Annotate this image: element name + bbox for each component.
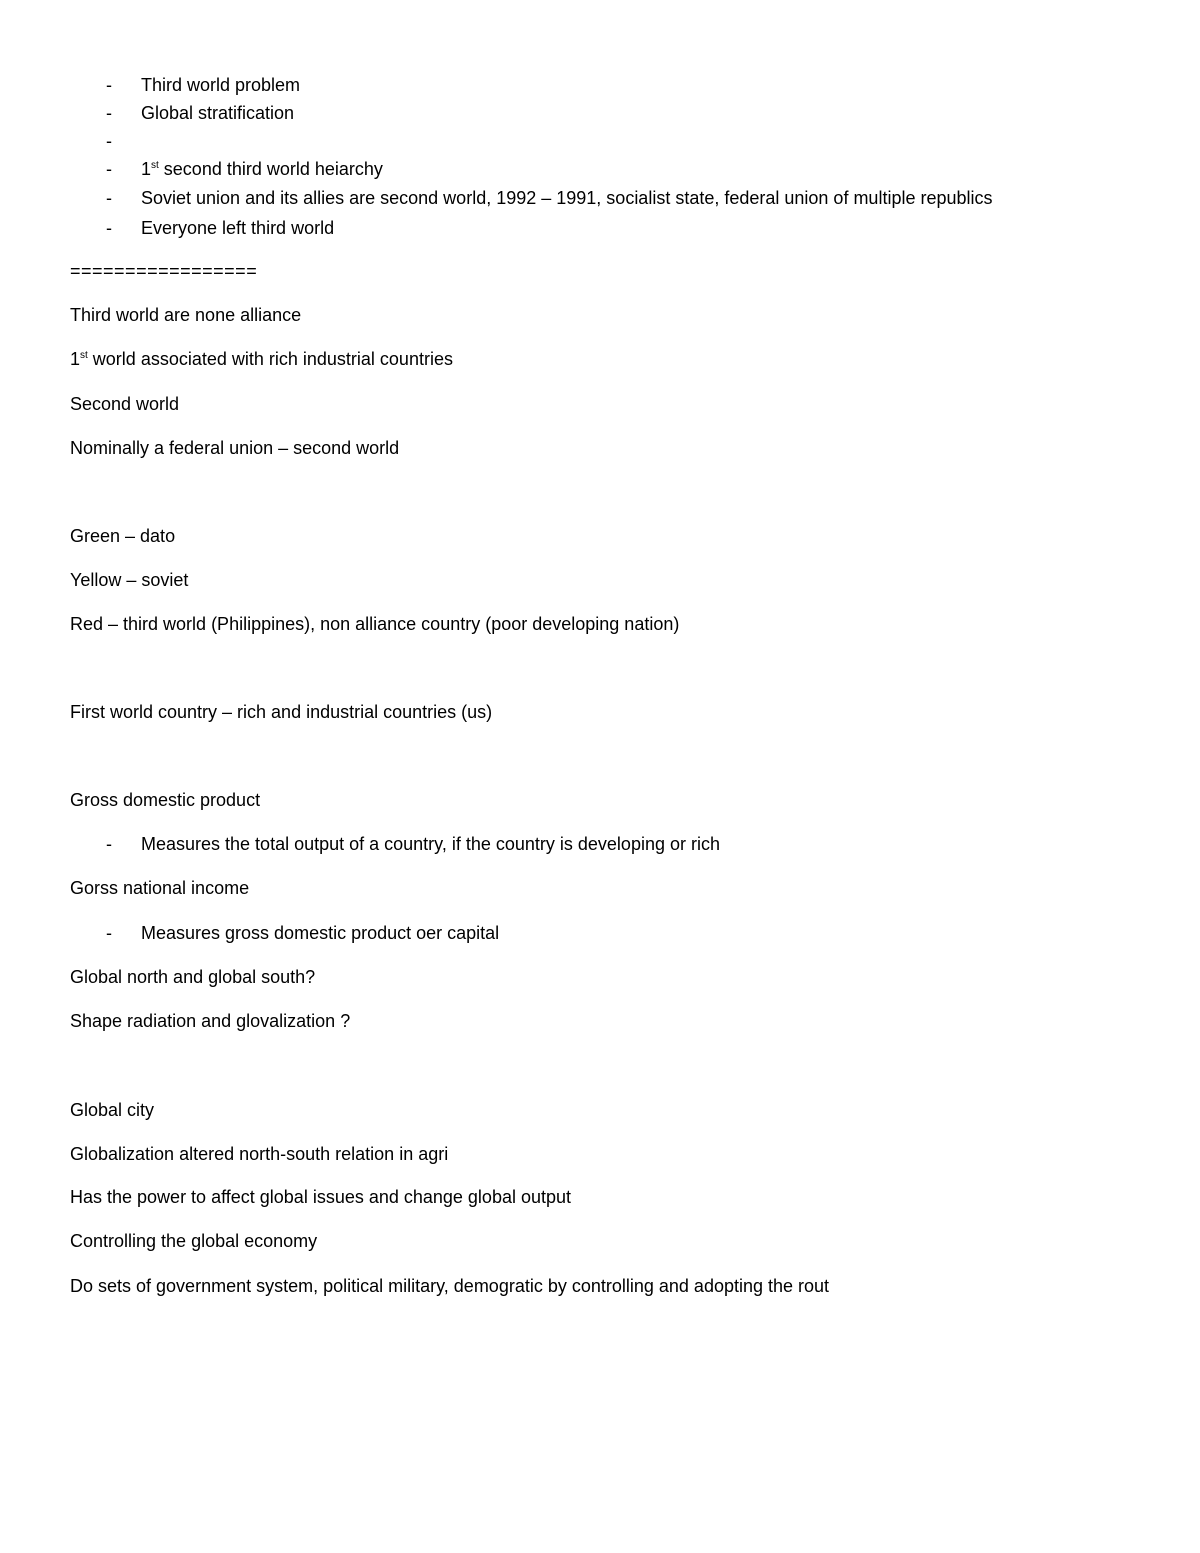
paragraph: Gorss national income: [70, 878, 250, 898]
paragraph: Green – dato: [70, 526, 176, 546]
paragraph: Third world are none alliance: [70, 305, 302, 325]
paragraph: Controlling the global economy: [70, 1231, 318, 1251]
paragraph: First world country – rich and industrial countries (us): [70, 702, 493, 722]
bullet-item: Everyone left third world: [141, 218, 335, 238]
bullet-item: Global stratification: [141, 103, 295, 123]
bullet-item: [141, 158, 383, 180]
paragraph: Do sets of government system, political military, demogratic by controlling and adopting the rout: [70, 1276, 830, 1296]
bullet-item: Measures gross domestic product oer capital: [141, 923, 500, 943]
bullet-item: Measures the total output of a country, if the country is developing or rich: [141, 834, 720, 854]
ordinal-suffix: st: [80, 350, 88, 361]
bullet-dash: -: [106, 188, 112, 208]
paragraph: [70, 348, 453, 370]
paragraph: Globalization altered north-south relation in agri: [70, 1144, 449, 1164]
bullet-dash: -: [106, 75, 112, 95]
paragraph: Has the power to affect global issues and change global output: [70, 1187, 572, 1207]
paragraph: Gross domestic product: [70, 790, 261, 810]
paragraph: Second world: [70, 394, 180, 414]
separator-line: =================: [70, 261, 258, 281]
bullet-item: Third world problem: [141, 75, 301, 95]
paragraph: Red – third world (Philippines), non alliance country (poor developing nation): [70, 614, 680, 634]
ordinal-number: 1: [70, 349, 81, 369]
paragraph: Shape radiation and glovalization ?: [70, 1011, 351, 1031]
bullet-dash: -: [106, 159, 112, 179]
bullet-item-text: second third world heiarchy: [158, 159, 383, 179]
paragraph: Yellow – soviet: [70, 570, 189, 590]
paragraph: Global north and global south?: [70, 967, 316, 987]
paragraph: Nominally a federal union – second world: [70, 438, 400, 458]
ordinal-number: 1: [141, 159, 152, 179]
bullet-dash: -: [106, 103, 112, 123]
bullet-item: Soviet union and its allies are second world, 1992 – 1991, socialist state, federal union of multiple republics: [141, 188, 993, 208]
bullet-dash: -: [106, 923, 112, 943]
paragraph-text: world associated with rich industrial countries: [87, 349, 453, 369]
bullet-dash: -: [106, 834, 112, 854]
bullet-dash: -: [106, 131, 112, 151]
ordinal-suffix: st: [151, 160, 159, 171]
paragraph: Global city: [70, 1100, 155, 1120]
bullet-dash: -: [106, 218, 112, 238]
